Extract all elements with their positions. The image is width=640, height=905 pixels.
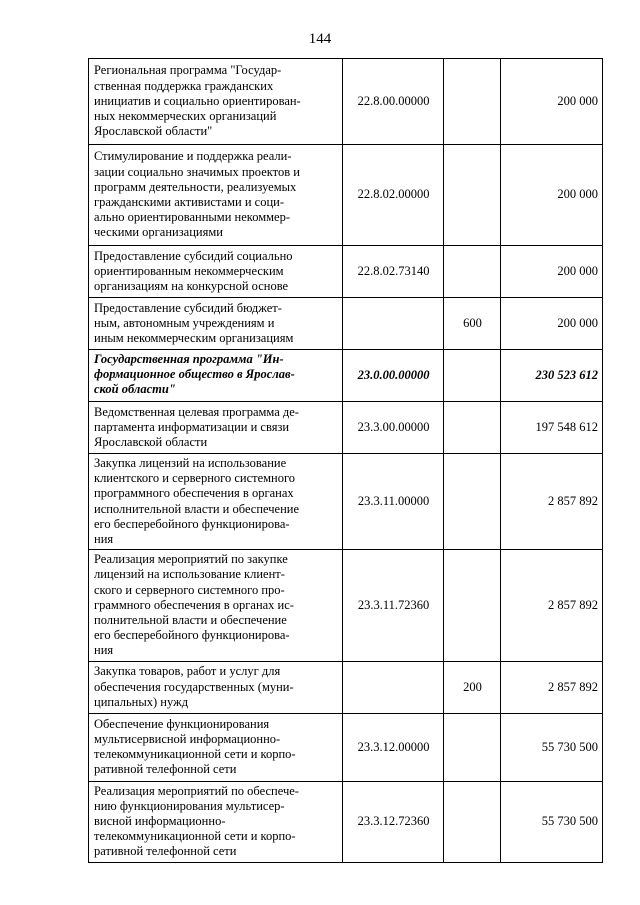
row-expense-type-cell: [444, 550, 501, 661]
row-name-cell: Реализация мероприятий по закупке лицензий на использование клиент- ского и серверного системного про- граммного обеспечения в органах ис- полнительной власти и обеспечение его бесперебойного функционирова- ния: [89, 550, 343, 661]
row-amount-cell: 230 523 612: [500, 350, 602, 402]
row-amount-cell: 200 000: [500, 59, 602, 145]
table-row: [89, 550, 603, 661]
row-code-cell: 22.8.00.00000: [343, 59, 444, 145]
budget-table-body: [89, 59, 603, 863]
row-expense-type-cell: 200: [444, 661, 501, 713]
table-row: [89, 661, 603, 713]
row-amount-cell: 2 857 892: [500, 454, 602, 550]
table-row: [89, 781, 603, 862]
row-code-cell: 22.8.02.00000: [343, 145, 444, 246]
row-name-cell: Закупка товаров, работ и услуг для обеспечения государственных (муни- ципальных) нужд: [89, 661, 343, 713]
row-amount-cell: 200 000: [500, 298, 602, 350]
row-expense-type-cell: [444, 713, 501, 781]
row-name-cell: Реализация мероприятий по обеспече- нию функционирования мультисер- висной информационно- телекоммуникационной сети и корпо- ративной телефонной сети: [89, 781, 343, 862]
row-expense-type-cell: [444, 781, 501, 862]
row-code-cell: 23.3.11.72360: [343, 550, 444, 661]
row-code-cell: 23.3.00.00000: [343, 402, 444, 454]
row-expense-type-cell: [444, 246, 501, 298]
row-amount-cell: 55 730 500: [500, 713, 602, 781]
row-name-cell: Государственная программа "Ин- формационное общество в Ярослав- ской области": [89, 350, 343, 402]
page-number: 144: [308, 31, 332, 47]
table-row-program: [89, 350, 603, 402]
row-name-cell: Предоставление субсидий социально ориентированным некоммерческим организациям на конкурсной основе: [89, 246, 343, 298]
table-row: [89, 454, 603, 550]
row-amount-cell: 200 000: [500, 145, 602, 246]
table-row: [89, 402, 603, 454]
budget-table: [88, 58, 603, 863]
row-amount-cell: 200 000: [500, 246, 602, 298]
table-row: [89, 145, 603, 246]
row-code-cell: 23.3.12.72360: [343, 781, 444, 862]
table-row: [89, 246, 603, 298]
row-code-cell: 23.3.12.00000: [343, 713, 444, 781]
row-expense-type-cell: [444, 454, 501, 550]
row-amount-cell: 197 548 612: [500, 402, 602, 454]
row-expense-type-cell: [444, 59, 501, 145]
row-amount-cell: 2 857 892: [500, 661, 602, 713]
table-row: [89, 298, 603, 350]
row-name-cell: Стимулирование и поддержка реали- зации социально значимых проектов и программ деятельности, реализуемых гражданскими активистами и соци- ально ориентированными некоммер- ческими организациями: [89, 145, 343, 246]
row-name-cell: Закупка лицензий на использование клиентского и серверного системного программного обеспечения в органах исполнительной власти и обеспечение его бесперебойного функционирова- ния: [89, 454, 343, 550]
row-code-cell: 23.3.11.00000: [343, 454, 444, 550]
row-code-cell: [343, 661, 444, 713]
row-code-cell: [343, 298, 444, 350]
row-name-cell: Ведомственная целевая программа де- партамента информатизации и связи Ярославской области: [89, 402, 343, 454]
row-expense-type-cell: [444, 145, 501, 246]
row-amount-cell: 55 730 500: [500, 781, 602, 862]
row-name-cell: Региональная программа "Государ- ственная поддержка гражданских инициатив и социально ориентирован- ных некоммерческих организаций Ярославской области": [89, 59, 343, 145]
table-row: [89, 59, 603, 145]
row-name-cell: Предоставление субсидий бюджет- ным, автономным учреждениям и иным некоммерческим организациям: [89, 298, 343, 350]
row-amount-cell: 2 857 892: [500, 550, 602, 661]
row-code-cell: 22.8.02.73140: [343, 246, 444, 298]
row-expense-type-cell: [444, 402, 501, 454]
row-name-cell: Обеспечение функционирования мультисервисной информационно- телекоммуникационной сети и корпо- ративной телефонной сети: [89, 713, 343, 781]
table-row: [89, 713, 603, 781]
row-expense-type-cell: 600: [444, 298, 501, 350]
row-expense-type-cell: [444, 350, 501, 402]
row-code-cell: 23.0.00.00000: [343, 350, 444, 402]
